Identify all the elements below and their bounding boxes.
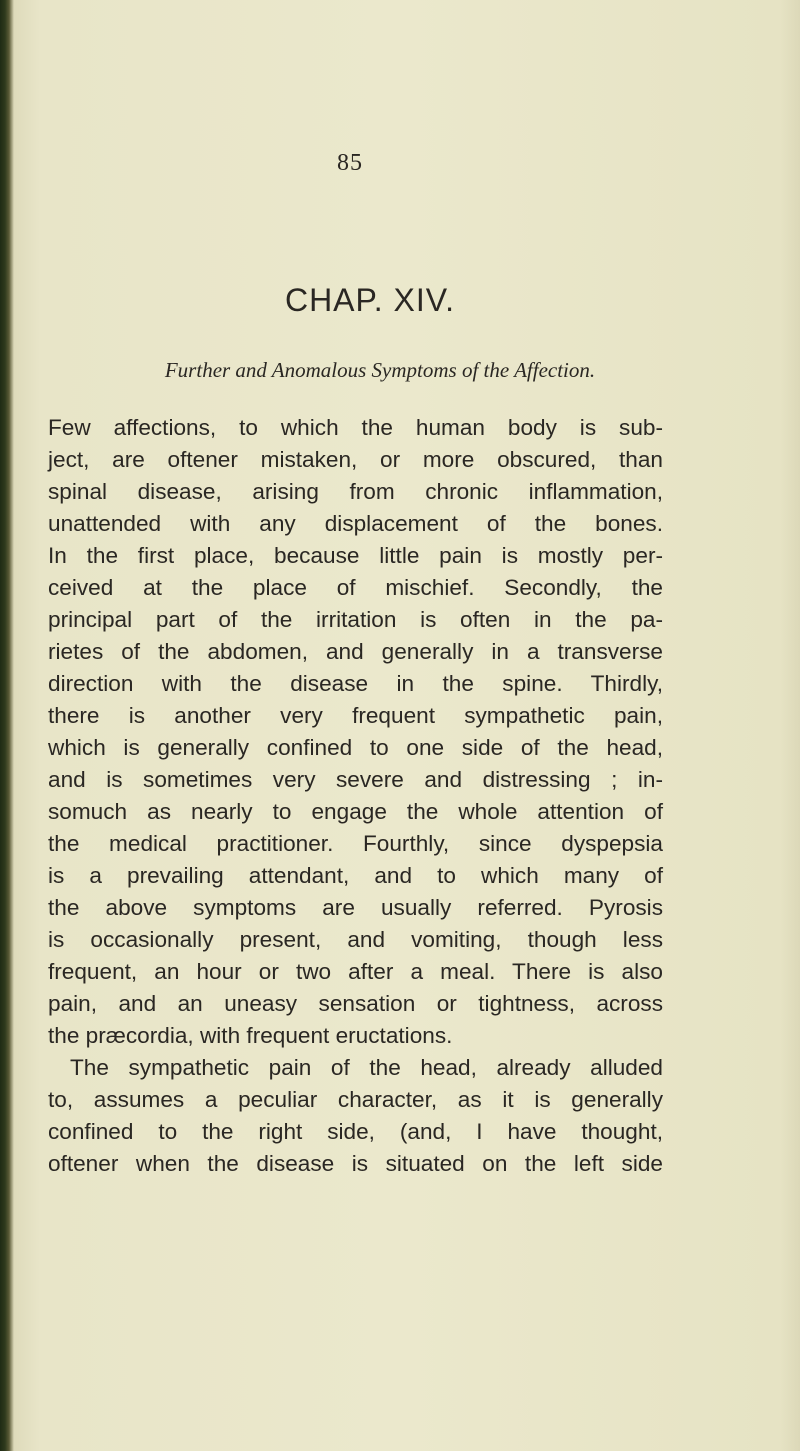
- paragraph-2-line: The sympathetic pain of the head, already alluded: [70, 1055, 663, 1080]
- paragraph-1-line: In the first place, because little pain is mostly per-: [48, 543, 663, 568]
- paragraph-1-line: the above symptoms are usually referred. Pyrosis: [48, 895, 663, 920]
- page-number: 85: [337, 150, 363, 176]
- paragraph-2-line: oftener when the disease is situated on the left side: [48, 1151, 663, 1176]
- paragraph-1-line: there is another very frequent sympathetic pain,: [48, 703, 663, 728]
- binding-edge: [0, 0, 14, 1451]
- paragraph-2-line: confined to the right side, (and, I have thought,: [48, 1119, 663, 1144]
- chapter-title: CHAP. XIV.: [284, 282, 456, 318]
- paragraph-1-line: ceived at the place of mischief. Secondly, the: [48, 575, 663, 600]
- paragraph-1-line: is occasionally present, and vomiting, though less: [48, 927, 663, 952]
- paragraph-1-line: ject, are oftener mistaken, or more obscured, than: [48, 447, 663, 472]
- paragraph-1-line: Few affections, to which the human body is sub-: [48, 415, 663, 440]
- paragraph-1-line: somuch as nearly to engage the whole attention of: [48, 799, 663, 824]
- paragraph-1-line: rietes of the abdomen, and generally in a transverse: [48, 639, 663, 664]
- paragraph-1-line: pain, and an uneasy sensation or tightness, across: [48, 991, 663, 1016]
- paragraph-1-line: the præcordia, with frequent eructations.: [48, 1023, 453, 1048]
- paragraph-1-line: unattended with any displacement of the bones.: [48, 511, 663, 536]
- paragraph-1-line: spinal disease, arising from chronic inflammation,: [48, 479, 663, 504]
- paragraph-1-line: the medical practitioner. Fourthly, since dyspepsia: [48, 831, 663, 856]
- paragraph-1-line: direction with the disease in the spine. Thirdly,: [48, 671, 663, 696]
- chapter-subtitle: Further and Anomalous Symptoms of the Affection.: [164, 358, 596, 382]
- paragraph-1-line: principal part of the irritation is often in the pa-: [48, 607, 663, 632]
- paragraph-1-line: and is sometimes very severe and distressing ; in-: [48, 767, 663, 792]
- paragraph-1-line: frequent, an hour or two after a meal. There is also: [48, 959, 663, 984]
- paragraph-1-line: is a prevailing attendant, and to which many of: [48, 863, 663, 888]
- paragraph-2-line: to, assumes a peculiar character, as it is generally: [48, 1087, 663, 1112]
- paragraph-1-line: which is generally confined to one side of the head,: [48, 735, 663, 760]
